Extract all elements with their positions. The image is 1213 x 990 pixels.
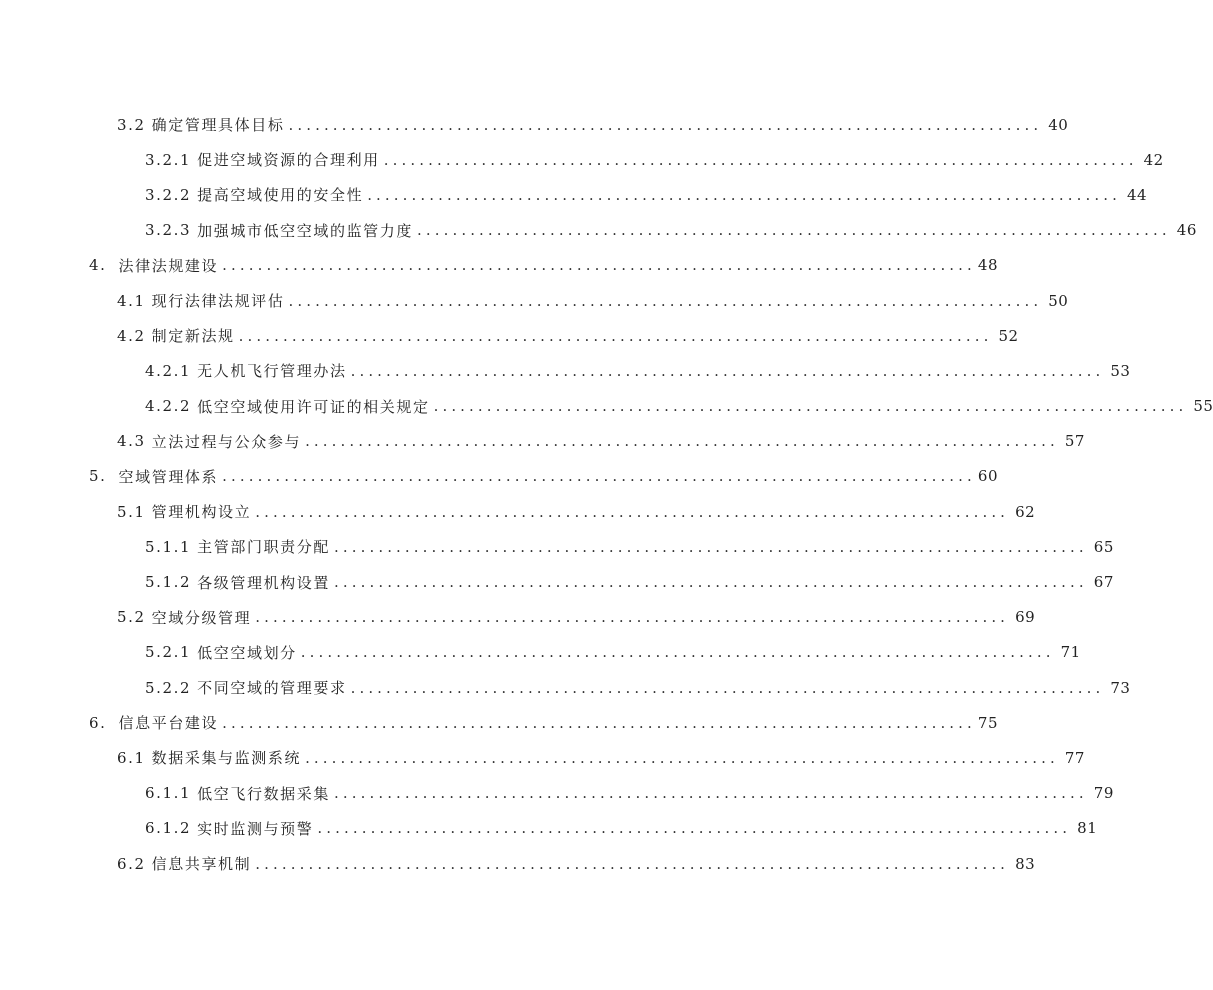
entry-page-number: 42 — [1143, 150, 1164, 169]
entry-number: 4.2.2 — [145, 397, 192, 416]
dot-leader: ..................................................................................... — [416, 221, 1171, 240]
entry-title: 制定新法规 — [151, 327, 235, 346]
entry-title: 信息共享机制 — [151, 855, 252, 874]
entry-title: 确定管理具体目标 — [151, 116, 285, 135]
dot-leader: ..................................................................................... — [433, 397, 1188, 416]
dot-leader: ..................................................................................... — [317, 819, 1072, 838]
toc-entry[interactable] — [0, 529, 1114, 564]
toc-entry[interactable] — [0, 776, 1114, 811]
entry-number: 5.1.1 — [145, 537, 192, 556]
dot-leader: ..................................................................................... — [305, 748, 1059, 767]
toc-entry[interactable] — [0, 142, 1164, 177]
entry-page-number: 81 — [1077, 819, 1098, 838]
entry-title: 主管部门职责分配 — [197, 538, 330, 557]
toc-entry[interactable] — [0, 248, 999, 283]
entry-number: 3.2.1 — [145, 150, 192, 169]
entry-number: 3.2 — [117, 115, 146, 134]
entry-number: 6. — [89, 713, 107, 732]
toc-entry[interactable] — [0, 705, 999, 740]
dot-leader: ..................................................................................... — [238, 326, 993, 345]
toc-entry[interactable] — [0, 353, 1131, 388]
entry-number: 5. — [89, 467, 107, 486]
entry-page-number: 69 — [1015, 608, 1036, 627]
toc-entry[interactable] — [0, 635, 1081, 670]
toc-entry[interactable] — [0, 564, 1114, 599]
toc-entry[interactable] — [0, 494, 1036, 529]
entry-number: 4.2.1 — [145, 361, 192, 380]
entry-number: 5.2 — [117, 608, 146, 627]
entry-page-number: 55 — [1193, 397, 1213, 416]
entry-number: 5.1.2 — [145, 573, 192, 592]
entry-title: 低空空域划分 — [197, 643, 297, 662]
dot-leader: ..................................................................................... — [222, 467, 976, 486]
entry-page-number: 60 — [977, 467, 999, 486]
dot-leader: ..................................................................................... — [222, 256, 976, 275]
dot-leader: ..................................................................................... — [222, 713, 976, 732]
entry-page-number: 79 — [1093, 784, 1114, 803]
dot-leader: ..................................................................................... — [367, 185, 1121, 204]
dot-leader: ..................................................................................... — [383, 150, 1138, 169]
entry-page-number: 77 — [1064, 748, 1085, 767]
toc-entry[interactable] — [0, 424, 1085, 459]
entry-page-number: 71 — [1060, 643, 1081, 662]
toc-entry[interactable] — [0, 107, 1069, 142]
entry-number: 3.2.3 — [145, 221, 192, 240]
entry-number: 4. — [89, 256, 107, 275]
entry-page-number: 75 — [977, 713, 999, 732]
entry-number: 5.2.2 — [145, 678, 192, 697]
dot-leader: ..................................................................................... — [333, 537, 1088, 556]
entry-number: 4.2 — [117, 326, 146, 345]
entry-title: 信息平台建设 — [118, 714, 219, 733]
dot-leader: ..................................................................................... — [333, 573, 1088, 592]
dot-leader: ..................................................................................... — [333, 784, 1088, 803]
toc-entry[interactable] — [0, 740, 1085, 775]
dot-leader: ..................................................................................... — [255, 502, 1010, 521]
entry-title: 促进空域资源的合理利用 — [197, 151, 380, 170]
table-of-contents — [0, 107, 1213, 881]
entry-title: 现行法律法规评估 — [151, 292, 285, 311]
entry-page-number: 44 — [1126, 185, 1148, 204]
toc-entry[interactable] — [0, 846, 1036, 881]
entry-page-number: 48 — [977, 256, 999, 275]
entry-number: 5.1 — [117, 502, 146, 521]
entry-page-number: 46 — [1176, 221, 1197, 240]
dot-leader: ..................................................................................... — [300, 643, 1055, 662]
entry-title: 低空飞行数据采集 — [197, 784, 330, 803]
entry-page-number: 83 — [1015, 854, 1036, 873]
toc-entry[interactable] — [0, 600, 1036, 635]
entry-page-number: 52 — [998, 326, 1019, 345]
entry-number: 5.2.1 — [145, 643, 192, 662]
dot-leader: ..................................................................................... — [255, 854, 1010, 873]
dot-leader: ..................................................................................... — [350, 678, 1105, 697]
entry-title: 立法过程与公众参与 — [151, 432, 302, 451]
entry-page-number: 65 — [1093, 537, 1114, 556]
toc-entry[interactable] — [0, 283, 1069, 318]
entry-page-number: 57 — [1064, 432, 1085, 451]
entry-title: 低空空域使用许可证的相关规定 — [197, 397, 430, 416]
entry-title: 数据采集与监测系统 — [151, 749, 302, 768]
entry-number: 6.2 — [117, 854, 146, 873]
entry-title: 加强城市低空空域的监管力度 — [197, 221, 413, 240]
entry-title: 管理机构设立 — [151, 503, 252, 522]
entry-page-number: 62 — [1015, 502, 1036, 521]
toc-entry[interactable] — [0, 811, 1098, 846]
toc-entry[interactable] — [0, 318, 1019, 353]
entry-page-number: 73 — [1110, 678, 1131, 697]
toc-entry[interactable] — [0, 459, 999, 494]
entry-title: 不同空域的管理要求 — [197, 679, 347, 698]
entry-page-number: 40 — [1048, 115, 1069, 134]
dot-leader: ..................................................................................... — [305, 432, 1059, 451]
toc-entry[interactable] — [0, 213, 1197, 248]
entry-title: 空域分级管理 — [151, 608, 252, 627]
entry-number: 6.1.2 — [145, 819, 192, 838]
entry-number: 4.1 — [117, 291, 146, 310]
entry-page-number: 53 — [1110, 361, 1131, 380]
entry-title: 实时监测与预警 — [197, 819, 314, 838]
entry-number: 4.3 — [117, 432, 146, 451]
entry-title: 各级管理机构设置 — [197, 573, 330, 592]
entry-page-number: 50 — [1048, 291, 1069, 310]
entry-title: 提高空域使用的安全性 — [197, 186, 364, 205]
dot-leader: ..................................................................................... — [288, 115, 1043, 134]
toc-entry[interactable] — [0, 389, 1213, 424]
entry-number: 6.1 — [117, 748, 146, 767]
dot-leader: ..................................................................................... — [288, 291, 1043, 310]
dot-leader: ..................................................................................... — [255, 608, 1010, 627]
entry-title: 法律法规建设 — [118, 256, 219, 275]
entry-number: 6.1.1 — [145, 784, 192, 803]
toc-entry[interactable] — [0, 177, 1148, 212]
entry-title: 空域管理体系 — [118, 467, 219, 486]
entry-title: 无人机飞行管理办法 — [197, 362, 347, 381]
entry-number: 3.2.2 — [145, 185, 192, 204]
toc-entry[interactable] — [0, 670, 1131, 705]
entry-page-number: 67 — [1093, 573, 1114, 592]
dot-leader: ..................................................................................... — [350, 361, 1105, 380]
